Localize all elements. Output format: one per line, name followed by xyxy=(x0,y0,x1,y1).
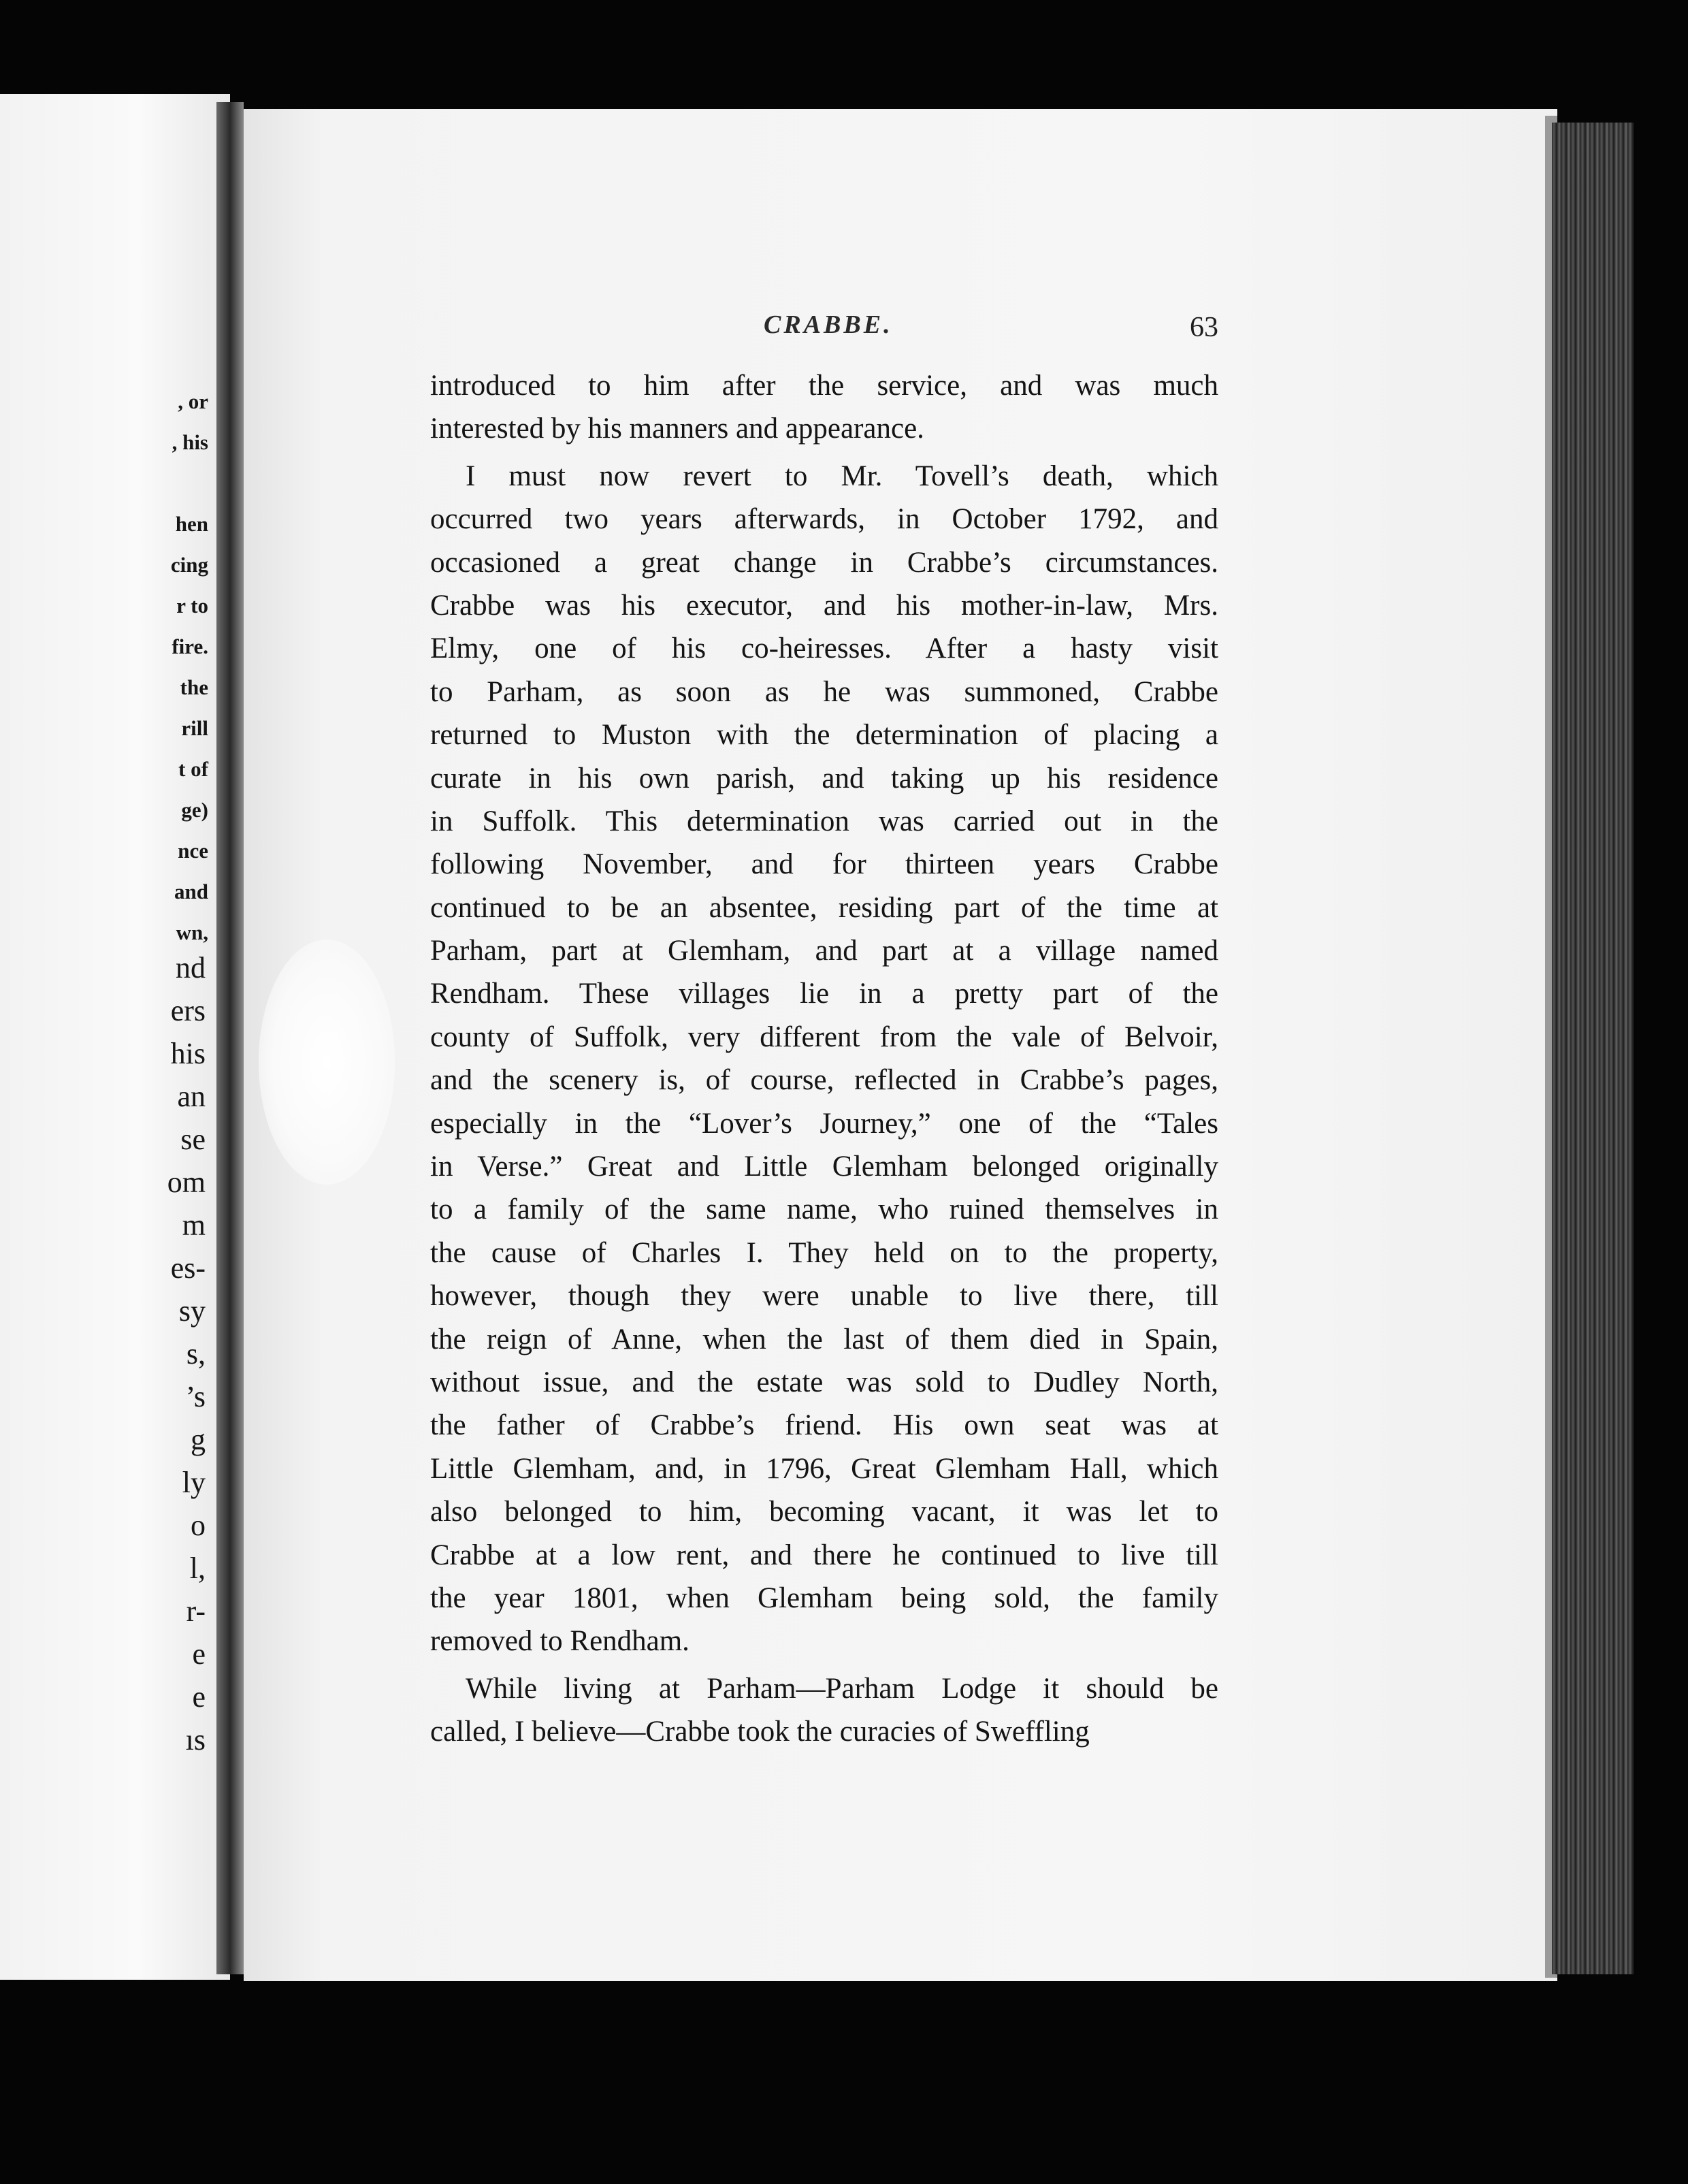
text-line: to Parham, as soon as he was summoned, Crabbe xyxy=(430,675,1218,708)
text-line: interested by his manners and appearance. xyxy=(430,413,924,445)
paragraph xyxy=(430,364,1218,451)
previous-page-line: his xyxy=(170,1037,206,1070)
previous-page-line: om xyxy=(167,1166,206,1199)
previous-page-line: e xyxy=(192,1637,206,1671)
text-line: county of Suffolk, very different from the vale of Belvoir, xyxy=(430,1021,1218,1053)
text-line: Crabbe was his executor, and his mother-in-law, Mrs. xyxy=(430,589,1218,622)
text-line: Elmy, one of his co-heiresses. After a hasty visit xyxy=(430,632,1218,665)
text-line: occurred two years afterwards, in October 1792, and xyxy=(430,503,1218,536)
book-gutter xyxy=(216,102,244,1974)
previous-page-line: o xyxy=(191,1509,206,1542)
previous-page-line: m xyxy=(182,1208,206,1242)
text-line: While living at Parham—Parham Lodge it should be xyxy=(466,1672,1218,1705)
previous-page-line: ıs xyxy=(185,1723,206,1756)
previous-page-line: e xyxy=(192,1680,206,1714)
previous-page-line: ge) xyxy=(181,798,208,822)
previous-page-line: rill xyxy=(181,716,208,740)
previous-page-line: ly xyxy=(182,1466,206,1499)
text-line: curate in his own parish, and taking up his residence xyxy=(430,762,1218,794)
previous-page-line: g xyxy=(191,1423,206,1456)
text-line: to a family of the same name, who ruined themselves in xyxy=(430,1193,1218,1226)
text-line: I must now revert to Mr. Tovell’s death, which xyxy=(466,460,1218,492)
text-line: Rendham. These villages lie in a pretty part of the xyxy=(430,978,1218,1010)
previous-page-text-upper xyxy=(0,381,230,953)
previous-page-line: es- xyxy=(170,1251,206,1285)
text-line: without issue, and the estate was sold to Dudley North, xyxy=(430,1366,1218,1398)
previous-page-text-lower xyxy=(0,946,230,1761)
text-line: in Verse.” Great and Little Glemham belonged originally xyxy=(430,1151,1218,1183)
text-line: occasioned a great change in Crabbe’s circumstances. xyxy=(430,546,1218,579)
text-line: following November, and for thirteen years Crabbe xyxy=(430,848,1218,881)
previous-page-line: the xyxy=(180,675,208,699)
previous-page-line: sy xyxy=(178,1294,206,1328)
text-line: Crabbe at a low rent, and there he continued to live till xyxy=(430,1539,1218,1571)
book-page-edges xyxy=(1552,123,1634,1974)
paragraph xyxy=(430,1667,1218,1754)
paragraph xyxy=(430,455,1218,1663)
text-line: Parham, part at Glemham, and part at a village named xyxy=(430,935,1218,967)
previous-page-line: , his xyxy=(172,430,208,454)
body-text xyxy=(430,364,1218,1754)
previous-page-line: nd xyxy=(176,951,206,984)
previous-page-line: hen xyxy=(175,512,208,536)
text-line: introduced to him after the service, and was much xyxy=(430,370,1218,402)
text-line: called, I believe—Crabbe took the curacies of Sweffling xyxy=(430,1716,1090,1748)
running-title: CRABBE. xyxy=(764,310,893,339)
text-line: continued to be an absentee, residing part of the time at xyxy=(430,891,1218,924)
previous-page-line: nce xyxy=(178,839,208,863)
previous-page-line: ’s xyxy=(185,1380,206,1413)
text-line: especially in the “Lover’s Journey,” one of the “Tales xyxy=(430,1107,1218,1140)
text-line: returned to Muston with the determination of placing a xyxy=(430,719,1218,752)
previous-page-line: , or xyxy=(178,389,208,413)
previous-page-line: l, xyxy=(189,1552,206,1585)
previous-page-line: and xyxy=(174,880,208,903)
previous-page-line: an xyxy=(177,1080,206,1113)
text-line: Little Glemham, and, in 1796, Great Glemham Hall, which xyxy=(430,1452,1218,1485)
running-head xyxy=(430,310,1218,364)
text-line: the year 1801, when Glemham being sold, the family xyxy=(430,1581,1218,1614)
text-line: the father of Crabbe’s friend. His own seat was at xyxy=(430,1409,1218,1442)
text-line: in Suffolk. This determination was carried out in the xyxy=(430,805,1218,837)
text-line: however, though they were unable to live there, till xyxy=(430,1280,1218,1313)
previous-page-line: fire. xyxy=(172,635,208,658)
text-line: the cause of Charles I. They held on to the property, xyxy=(430,1236,1218,1269)
text-line: removed to Rendham. xyxy=(430,1625,689,1658)
previous-page-line xyxy=(0,463,208,504)
text-line: also belonged to him, becoming vacant, it was let to xyxy=(430,1496,1218,1528)
previous-page-line: cing xyxy=(170,553,208,577)
text-line: and the scenery is, of course, reflected in Crabbe’s pages, xyxy=(430,1064,1218,1097)
previous-page-line: ers xyxy=(170,994,206,1027)
previous-page-line: se xyxy=(180,1123,206,1156)
text-line: the reign of Anne, when the last of them died in Spain, xyxy=(430,1323,1218,1355)
page-number: 63 xyxy=(1190,312,1218,343)
previous-page-line: r- xyxy=(186,1594,206,1628)
previous-page-line: wn, xyxy=(176,920,208,944)
previous-page-line: r to xyxy=(176,594,208,617)
page-text-block xyxy=(430,310,1218,1754)
previous-page-line: t of xyxy=(178,757,208,781)
paper-stain xyxy=(259,940,395,1185)
previous-page-line: s, xyxy=(186,1337,206,1370)
